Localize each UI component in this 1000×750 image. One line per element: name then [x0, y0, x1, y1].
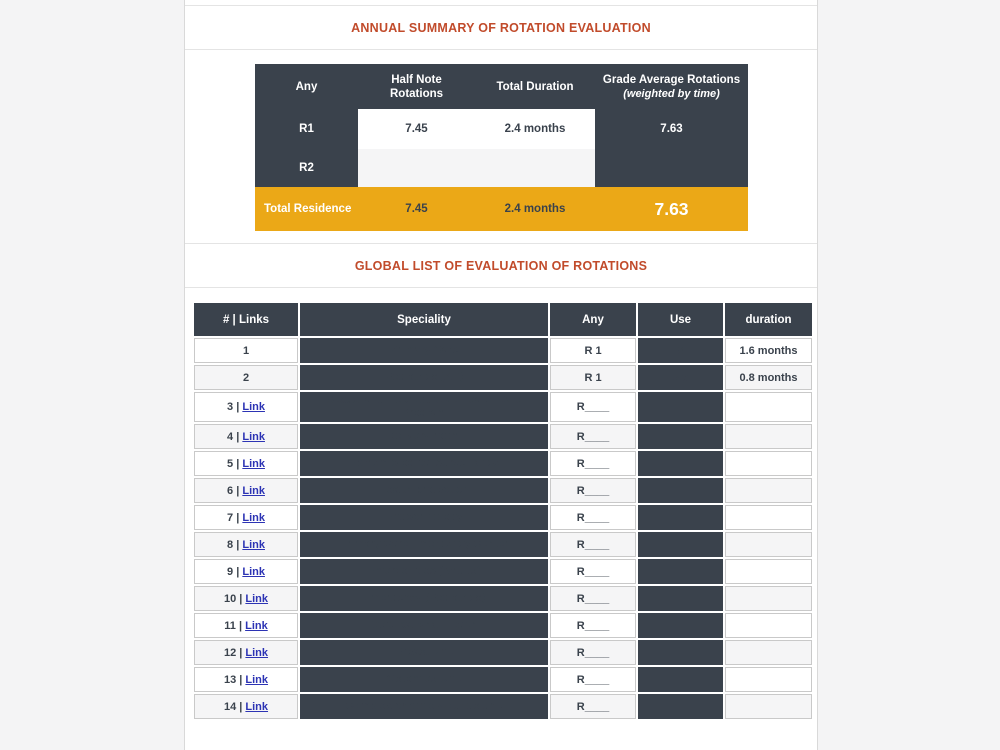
summary-total-half-note: 7.45 — [358, 187, 475, 231]
summary-r2-grade-average — [595, 149, 748, 187]
residency-year-cell: R 1 — [550, 338, 636, 363]
grade-cell — [638, 640, 723, 665]
summary-header-any: Any — [255, 64, 358, 109]
rotation-link[interactable]: Link — [242, 565, 265, 578]
table-row — [194, 424, 812, 449]
rotation-link[interactable]: Link — [245, 646, 269, 659]
content-panel — [184, 0, 818, 750]
row-number-cell — [194, 392, 298, 422]
rotation-link[interactable]: Link — [242, 484, 265, 497]
grade-cell — [638, 451, 723, 476]
grade-cell — [638, 532, 723, 557]
summary-r1-half-note: 7.45 — [358, 109, 475, 149]
grade-cell — [638, 586, 723, 611]
table-row — [194, 640, 812, 665]
summary-total-duration: 2.4 months — [475, 187, 595, 231]
row-number-cell — [194, 559, 298, 584]
annual-summary-title — [185, 6, 817, 50]
rotation-link[interactable]: Link — [242, 511, 265, 524]
speciality-cell: Primary Care Emergency Center — [300, 532, 548, 557]
row-number: 14 — [223, 700, 237, 713]
row-number-cell — [194, 451, 298, 476]
residency-year-cell: R____ — [550, 613, 636, 638]
speciality-cell: Epidemiological surveillance — [300, 451, 548, 476]
rotation-link[interactable]: Link — [242, 430, 265, 443]
row-number: 3 — [227, 401, 234, 413]
residency-year-cell: R____ — [550, 451, 636, 476]
speciality-cell: Endocrinology — [300, 505, 548, 530]
summary-header-grade-average: Grade Average Rotations (weighted by time) — [595, 64, 748, 109]
table-row — [194, 559, 812, 584]
table-row — [194, 586, 812, 611]
speciality-cell: Health protection — [300, 478, 548, 503]
table-row — [194, 532, 812, 557]
grade-cell — [638, 613, 723, 638]
header-any: Any — [550, 303, 636, 336]
row-number-cell — [194, 424, 298, 449]
table-row — [194, 338, 812, 363]
grade-cell — [638, 667, 723, 692]
row-number: 6 — [227, 484, 234, 497]
row-number: 9 — [227, 565, 234, 578]
pipe-separator: | — [236, 646, 246, 659]
duration-cell — [725, 613, 812, 638]
residency-year-cell: R____ — [550, 667, 636, 692]
row-number: 11 — [224, 619, 236, 632]
residency-year-cell: R____ — [550, 559, 636, 584]
summary-r2-total-duration — [475, 149, 595, 187]
row-number: 10 — [223, 592, 237, 605]
table-row — [194, 451, 812, 476]
row-number-cell — [194, 640, 298, 665]
table-row — [194, 505, 812, 530]
duration-cell — [725, 667, 812, 692]
row-number-cell — [194, 505, 298, 530]
grade-cell — [638, 505, 723, 530]
speciality-cell: Complex chronic wounds unit — [300, 694, 548, 719]
duration-cell — [725, 640, 812, 665]
row-number: 5 — [227, 457, 234, 470]
row-number-cell — [194, 694, 298, 719]
pipe-separator: | — [236, 592, 246, 605]
duration-cell — [725, 532, 812, 557]
duration-cell — [725, 424, 812, 449]
pipe-separator: | — [233, 511, 243, 524]
global-list-title-text: GLOBAL LIST OF EVALUATION OF ROTATIONS — [354, 258, 648, 273]
grade-cell — [638, 392, 723, 422]
grade-cell — [638, 424, 723, 449]
speciality-cell: Emergency (Pediatrics) — [300, 586, 548, 611]
pipe-separator: | — [233, 565, 243, 578]
duration-cell: 1.6 months — [725, 338, 812, 363]
speciality-cell: Primary Care — [300, 338, 548, 363]
pipe-separator: | — [235, 619, 246, 632]
duration-cell — [725, 505, 812, 530]
row-number: 4 — [227, 430, 234, 443]
pipe-separator: | — [233, 401, 243, 413]
annual-summary-table — [255, 64, 748, 231]
residency-year-cell: R____ — [550, 532, 636, 557]
grade-cell — [638, 478, 723, 503]
row-number-cell — [194, 478, 298, 503]
weighted-by-time-note: (weighted by time) — [623, 87, 720, 100]
duration-cell — [725, 478, 812, 503]
rotation-link[interactable]: Link — [242, 457, 265, 470]
rotation-link[interactable]: Link — [245, 700, 269, 713]
pipe-separator: | — [233, 430, 243, 443]
row-number: 2 — [242, 371, 250, 384]
row-number: 8 — [227, 538, 234, 551]
duration-cell — [725, 392, 812, 422]
row-number-cell — [194, 532, 298, 557]
row-number-cell — [194, 586, 298, 611]
speciality-cell: Emergencies (Adults) — [300, 559, 548, 584]
summary-r1-total-duration: 2.4 months — [475, 109, 595, 149]
speciality-cell: Breast Unit — [300, 640, 548, 665]
duration-cell — [725, 559, 812, 584]
grade-cell: 8 — [638, 338, 723, 363]
grade-cell — [638, 559, 723, 584]
duration-cell — [725, 586, 812, 611]
duration-cell — [725, 694, 812, 719]
global-list-section — [185, 288, 817, 721]
annual-summary-section — [185, 50, 817, 244]
summary-r2-label: R2 — [255, 149, 358, 187]
table-row — [194, 365, 812, 390]
residency-year-cell: R____ — [550, 478, 636, 503]
duration-cell — [725, 451, 812, 476]
row-number-cell — [194, 338, 298, 363]
global-header-row — [194, 303, 812, 336]
speciality-cell: Delivery room — [300, 424, 548, 449]
row-number: 7 — [227, 511, 234, 524]
rotation-link[interactable]: Link — [245, 592, 269, 605]
residency-year-cell: R____ — [550, 392, 636, 422]
row-number: 12 — [223, 646, 237, 659]
annual-summary-title-text: ANNUAL SUMMARY OF ROTATION EVALUATION — [351, 20, 651, 35]
residency-year-cell: R____ — [550, 424, 636, 449]
residency-year-cell: R 1 — [550, 365, 636, 390]
rotation-link[interactable]: Link — [242, 401, 265, 413]
table-row — [194, 613, 812, 638]
summary-total-label: Total Residence — [255, 187, 358, 231]
grade-cell — [638, 694, 723, 719]
residency-year-cell: R____ — [550, 586, 636, 611]
header-duration: duration — [725, 303, 812, 336]
pipe-separator: | — [236, 700, 246, 713]
rotation-link[interactable]: Link — [245, 673, 269, 686]
header-num-links: # | Links — [194, 303, 298, 336]
table-row — [194, 478, 812, 503]
speciality-cell: Pediatrics (AP) — [300, 365, 548, 390]
summary-r1-label: R1 — [255, 109, 358, 149]
summary-header-total-duration: Total Duration — [475, 64, 595, 109]
rotation-link[interactable]: Link — [242, 538, 265, 551]
summary-r1-grade-average: 7.63 — [595, 109, 748, 149]
row-number-cell — [194, 613, 298, 638]
residency-year-cell: R____ — [550, 505, 636, 530]
global-list-table — [192, 301, 814, 721]
row-number-cell — [194, 365, 298, 390]
summary-r2-half-note — [358, 149, 475, 187]
pipe-separator: | — [236, 673, 246, 686]
header-use: Use — [638, 303, 723, 336]
summary-total-grade-average: 7.63 — [595, 187, 748, 231]
speciality-cell: Sexual and Reproductive Health Care Program — [300, 392, 548, 422]
pipe-separator: | — [233, 457, 243, 470]
residency-year-cell: R____ — [550, 694, 636, 719]
table-row — [194, 667, 812, 692]
summary-header-half-note: Half Note Rotations — [358, 64, 475, 109]
residency-year-cell: R____ — [550, 640, 636, 665]
speciality-cell: Ostomies Unit — [300, 667, 548, 692]
row-number-cell — [194, 667, 298, 692]
table-row — [194, 392, 812, 422]
speciality-cell: Occupational Health — [300, 613, 548, 638]
grade-cell: 6.9 — [638, 365, 723, 390]
row-number: 1 — [242, 344, 250, 357]
header-speciality: Speciality — [300, 303, 548, 336]
table-row — [194, 694, 812, 719]
pipe-separator: | — [233, 484, 243, 497]
duration-cell: 0.8 months — [725, 365, 812, 390]
pipe-separator: | — [233, 538, 243, 551]
row-number: 13 — [223, 673, 237, 686]
global-list-title — [185, 244, 817, 288]
rotation-link[interactable]: Link — [245, 619, 268, 632]
